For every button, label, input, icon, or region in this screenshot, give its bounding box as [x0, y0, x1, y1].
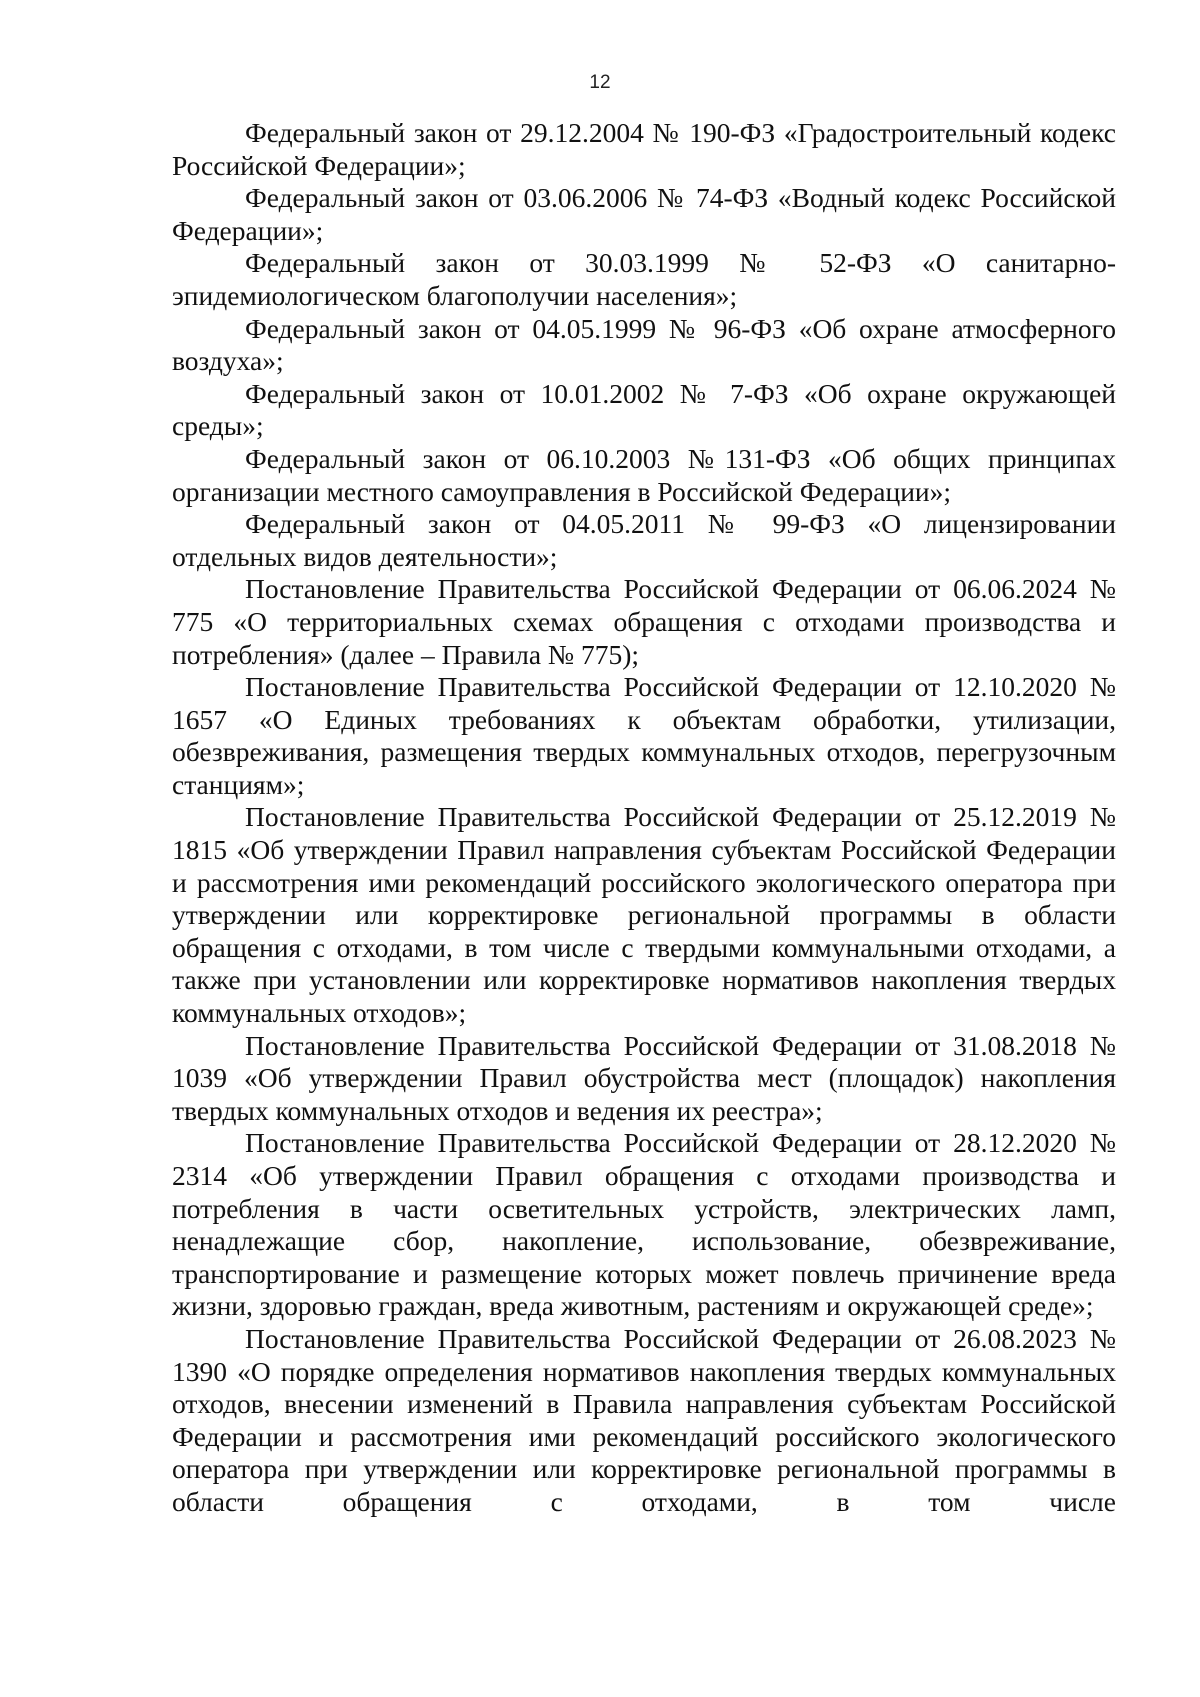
paragraph-decree-1390: Постановление Правительства Российской Федерации от 26.08.2023 № 1390 «О порядке определения нормативов накопления твердых коммунальных отходов, внесении изменений в Правила направления субъектам Российской Федерации и рассмотрения ими рекомендаций российского экологического оператора при утверждении или корректировке региональной программы в области обращения с отходами, в том числе: [172, 1322, 1116, 1517]
paragraph-law-7fz: Федеральный закон от 10.01.2002 № 7-ФЗ «Об охране окружающей среды»;: [172, 377, 1116, 442]
page-number: 12: [589, 72, 611, 93]
paragraph-law-190fz: Федеральный закон от 29.12.2004 № 190-ФЗ «Градостроительный кодекс Российской Федерации»;: [172, 117, 1116, 181]
paragraph-decree-1815: Постановление Правительства Российской Федерации от 25.12.2019 № 1815 «Об утверждении Правил направления субъектам Российской Федерации и рассмотрения ими рекомендаций российского экологического оператора при утверждении или корректировке региональной программы в области обращения с отходами, в том числе с твердыми коммунальными отходами, а также при установлении или корректировке нормативов накопления твердых коммунальных отходов»;: [172, 801, 1116, 1029]
paragraph-law-52fz: Федеральный закон от 30.03.1999 № 52-ФЗ «О санитарно-эпидемиологическом благополучии населения»;: [172, 247, 1116, 311]
paragraph-decree-2314: Постановление Правительства Российской Федерации от 28.12.2020 № 2314 «Об утверждении Правил обращения с отходами производства и потребления в части осветительных устройств, электрических ламп, ненадлежащие сбор, накопление, использование, обезвреживание, транспортирование и размещение которых может повлечь причинение вреда жизни, здоровью граждан, вреда животным, растениям и окружающей среде»;: [172, 1127, 1116, 1322]
document-body: [172, 117, 1116, 1519]
paragraph-law-99fz: Федеральный закон от 04.05.2011 № 99-ФЗ «О лицензировании отдельных видов деятельности»;: [172, 508, 1116, 572]
paragraph-law-96fz: Федеральный закон от 04.05.1999 № 96-ФЗ «Об охране атмосферного воздуха»;: [172, 312, 1116, 377]
paragraph-decree-1657: Постановление Правительства Российской Федерации от 12.10.2020 № 1657 «О Единых требованиях к объектам обработки, утилизации, обезвреживания, размещения твердых коммунальных отходов, перегрузочным станциям»;: [172, 671, 1116, 800]
paragraph-law-131fz: Федеральный закон от 06.10.2003 №131-ФЗ «Об общих принципах организации местного самоуправления в Российской Федерации»;: [172, 442, 1116, 507]
paragraph-decree-1039: Постановление Правительства Российской Федерации от 31.08.2018 № 1039 «Об утверждении Правил обустройства мест (площадок) накопления твердых коммунальных отходов и ведения их реестра»;: [172, 1029, 1116, 1126]
paragraph-law-74fz: Федеральный закон от 03.06.2006 № 74-ФЗ «Водный кодекс Российской Федерации»;: [172, 182, 1116, 246]
paragraph-decree-775: Постановление Правительства Российской Федерации от 06.06.2024 № 775 «О территориальных схемах обращения с отходами производства и потребления» (далее – Правила № 775);: [172, 573, 1116, 670]
